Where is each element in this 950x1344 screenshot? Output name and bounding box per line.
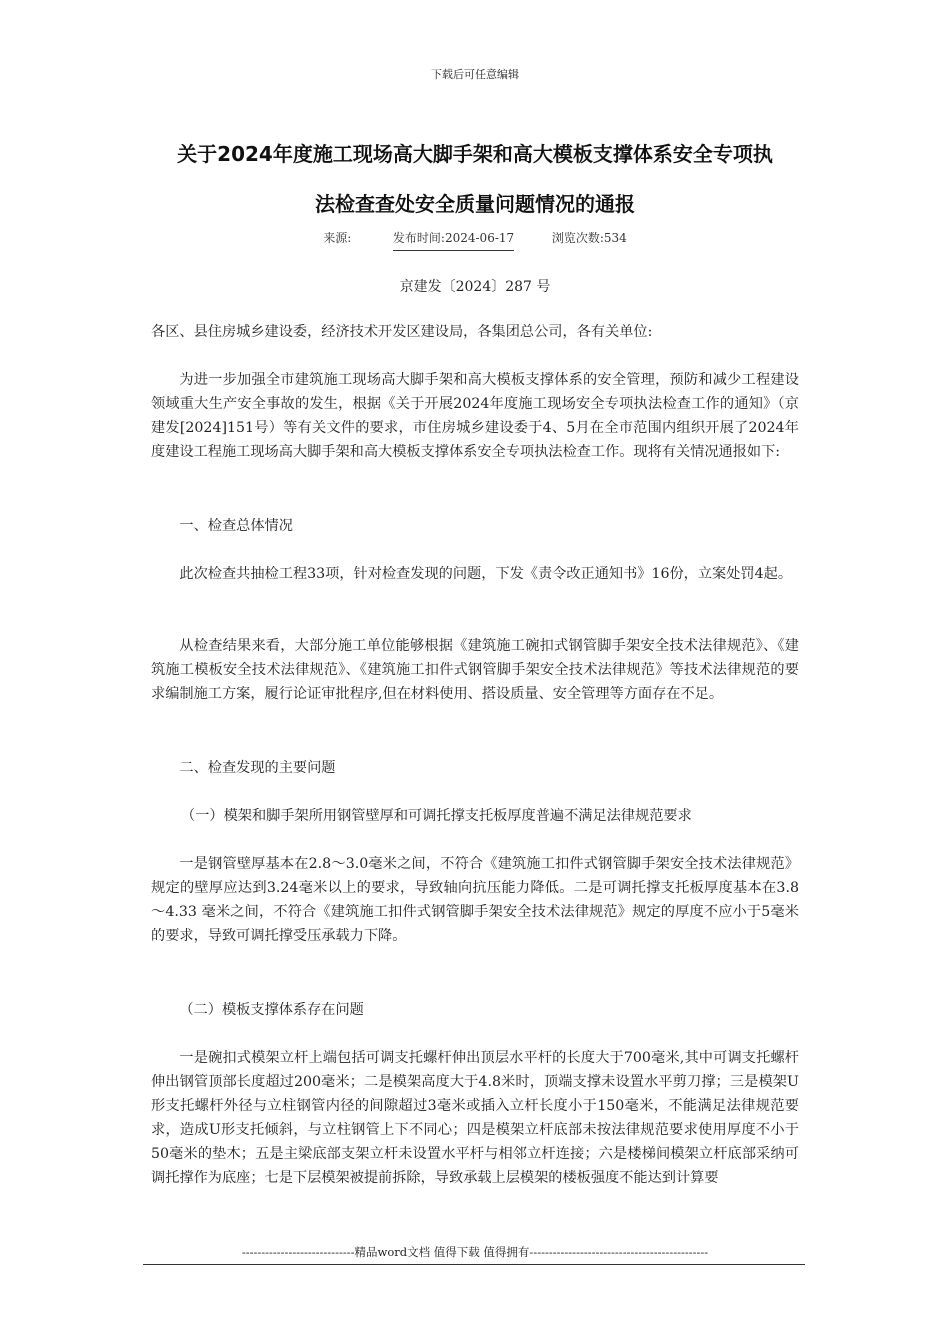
- salutation: 各区、县住房城乡建设委，经济技术开发区建设局，各集团总公司，各有关单位:: [151, 324, 653, 340]
- footer-divider: [143, 1264, 805, 1265]
- header-note: 下载后可任意编辑: [431, 68, 519, 81]
- paragraph-results: 从检查结果来看，大部分施工单位能够根据《建筑施工碗扣式钢管脚手架安全技术法律规范》、《建筑施工模板安全技术法律规范》、《建筑施工扣件式钢管脚手架安全技术法律规范》等技术法律规范的要求编制施工方案，履行论证审批程序,但在材料使用、搭设质量、安全管理等方面存在不足。: [151, 638, 799, 702]
- section-heading-1: 一、检查总体情况: [179, 518, 293, 534]
- meta-source: 来源:: [323, 231, 352, 245]
- meta-view-count: 浏览次数:534: [551, 231, 627, 245]
- document-title-line-2: 法检查查处安全质量问题情况的通报: [315, 192, 635, 216]
- meta-row: [0, 229, 950, 251]
- subsection-heading-2: （二）模板支撑体系存在问题: [179, 1002, 364, 1018]
- section-heading-2: 二、检查发现的主要问题: [179, 760, 336, 776]
- meta-publish-date: 发布时间:2024-06-17: [393, 229, 514, 251]
- paragraph-formwork-issues: 一是碗扣式模架立杆上端包括可调支托螺杆伸出顶层水平杆的长度大于700毫米,其中可调支托螺杆伸出钢管顶部长度超过200毫米；二是模架高度大于4.8米时，顶端支撑未设置水平剪刀撑；三是模架U形支托螺杆外径与立柱钢管内径的间隙超过3毫米或插入立杆长度小于150毫米，不能满足法律规范要求，造成U形支托倾斜，与立柱钢管上下不同心；四是模架立杆底部未按法律规范要求使用厚度不小于50毫米的垫木；五是主梁底部支架立杆未设置水平杆与相邻立杆连接；六是楼梯间模架立杆底部采纳可调托撑作为底座；七是下层模架被提前拆除，导致承载上层模架的楼板强度不能达到计算要: [151, 1050, 799, 1186]
- paragraph-steel-pipe: 一是钢管壁厚基本在2.8～3.0毫米之间，不符合《建筑施工扣件式钢管脚手架安全技术法律规范》规定的壁厚应达到3.24毫米以上的要求，导致轴向抗压能力降低。二是可调托撑支托板厚度基本在3.8～4.33 毫米之间，不符合《建筑施工扣件式钢管脚手架安全技术法律规范》规定的厚度不应小于5毫米的要求，导致可调托撑受压承载力下降。: [151, 856, 799, 944]
- subsection-heading-1: （一）模架和脚手架所用钢管壁厚和可调托撑支托板厚度普遍不满足法律规范要求: [181, 808, 692, 824]
- document-number: 京建发〔2024〕287 号: [399, 279, 551, 295]
- document-title-line-1: 关于2024年度施工现场高大脚手架和高大模板支撑体系安全专项执: [177, 142, 773, 166]
- footer-note: -----------------------------精品word文档 值得下载 值得拥有----------------------------------------------: [241, 1245, 709, 1259]
- paragraph-overview: 此次检查共抽检工程33项，针对检查发现的问题，下发《责令改正通知书》16份，立案处罚4起。: [179, 566, 793, 582]
- paragraph-intro: 为进一步加强全市建筑施工现场高大脚手架和高大模板支撑体系的安全管理，预防和减少工程建设领域重大生产安全事故的发生，根据《关于开展2024年度施工现场安全专项执法检查工作的通知》（京建发[2024]151号）等有关文件的要求，市住房城乡建设委于4、5月在全市范围内组织开展了2024年度建设工程施工现场高大脚手架和高大模板支撑体系安全专项执法检查工作。现将有关情况通报如下:: [151, 372, 799, 460]
